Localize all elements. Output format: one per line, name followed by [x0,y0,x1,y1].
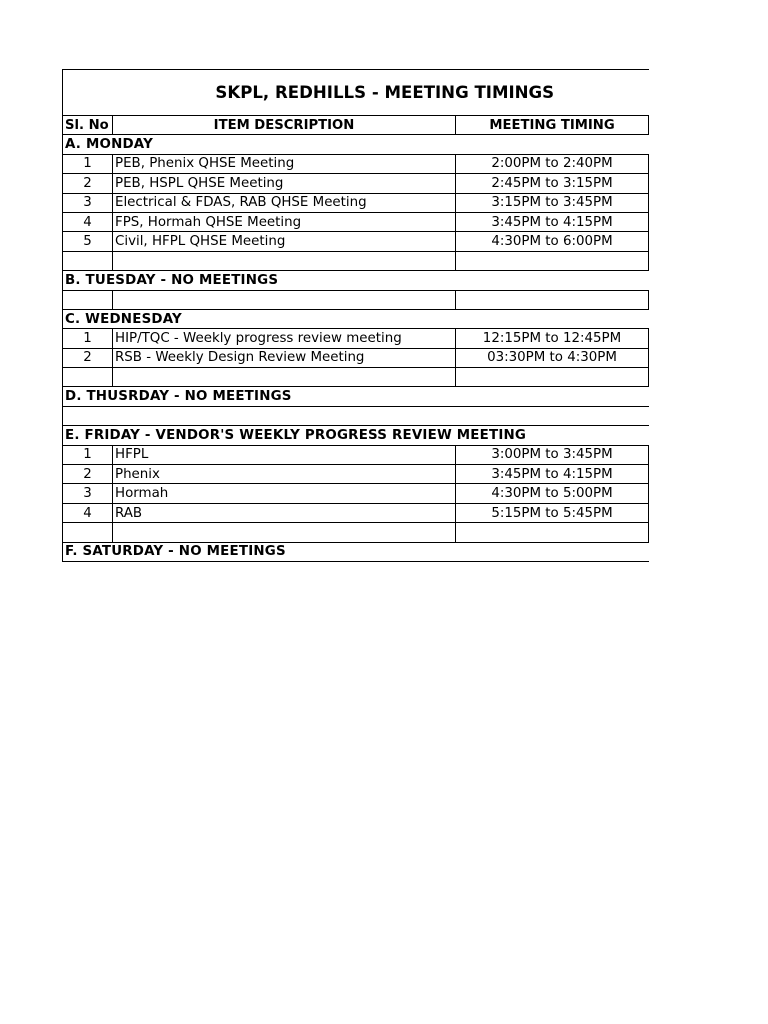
table-row [63,329,649,348]
header-sl-no: Sl. No [63,116,113,135]
row-description: Civil, HFPL QHSE Meeting [113,232,456,251]
row-sl-no: 1 [63,154,113,173]
empty-cell [456,251,649,270]
row-timing: 3:15PM to 3:45PM [456,193,649,212]
empty-row [63,251,649,270]
row-description: HIP/TQC - Weekly progress review meeting [113,329,456,348]
empty-cell [456,523,649,542]
empty-cell [63,406,649,425]
table-row [63,484,649,503]
row-description: HFPL [113,445,456,464]
empty-row [63,523,649,542]
table-row [63,212,649,231]
empty-cell [456,368,649,387]
header-meeting-timing: MEETING TIMING [456,116,649,135]
table-row [63,348,649,367]
section-label: A. MONDAY [63,135,649,154]
section-saturday [63,542,649,561]
section-monday [63,135,649,154]
section-tuesday [63,271,649,290]
title-row [63,70,649,116]
row-sl-no: 1 [63,329,113,348]
empty-cell [63,290,113,309]
page-title: SKPL, REDHILLS - MEETING TIMINGS [63,70,649,116]
table-row [63,193,649,212]
section-thursday [63,387,649,406]
table-row [63,232,649,251]
row-sl-no: 3 [63,193,113,212]
empty-cell [63,368,113,387]
empty-row [63,406,649,425]
empty-cell [113,290,456,309]
row-timing: 4:30PM to 6:00PM [456,232,649,251]
row-sl-no: 4 [63,503,113,522]
section-wednesday [63,309,649,328]
empty-row [63,290,649,309]
table-row [63,154,649,173]
row-description: Hormah [113,484,456,503]
row-description: RSB - Weekly Design Review Meeting [113,348,456,367]
empty-cell [63,251,113,270]
empty-row [63,368,649,387]
row-sl-no: 1 [63,445,113,464]
row-sl-no: 3 [63,484,113,503]
empty-cell [113,368,456,387]
meeting-timings-table [62,69,649,562]
section-friday [63,426,649,445]
row-description: PEB, HSPL QHSE Meeting [113,174,456,193]
empty-cell [113,523,456,542]
row-timing: 4:30PM to 5:00PM [456,484,649,503]
table-row [63,445,649,464]
header-row [63,116,649,135]
table-row [63,503,649,522]
meeting-timings-sheet [62,69,648,562]
row-description: RAB [113,503,456,522]
row-description: PEB, Phenix QHSE Meeting [113,154,456,173]
row-description: FPS, Hormah QHSE Meeting [113,212,456,231]
section-label: F. SATURDAY - NO MEETINGS [63,542,649,561]
row-timing: 2:00PM to 2:40PM [456,154,649,173]
row-timing: 5:15PM to 5:45PM [456,503,649,522]
row-timing: 3:45PM to 4:15PM [456,212,649,231]
row-sl-no: 2 [63,348,113,367]
empty-cell [456,290,649,309]
row-timing: 12:15PM to 12:45PM [456,329,649,348]
row-sl-no: 4 [63,212,113,231]
row-description: Phenix [113,465,456,484]
row-sl-no: 2 [63,465,113,484]
section-label: B. TUESDAY - NO MEETINGS [63,271,649,290]
empty-cell [63,523,113,542]
header-item-description: ITEM DESCRIPTION [113,116,456,135]
section-label: C. WEDNESDAY [63,309,649,328]
table-row [63,465,649,484]
table-row [63,174,649,193]
row-sl-no: 2 [63,174,113,193]
section-label: E. FRIDAY - VENDOR'S WEEKLY PROGRESS REVIEW MEETING [63,426,649,445]
row-timing: 2:45PM to 3:15PM [456,174,649,193]
row-timing: 03:30PM to 4:30PM [456,348,649,367]
row-description: Electrical & FDAS, RAB QHSE Meeting [113,193,456,212]
section-label: D. THUSRDAY - NO MEETINGS [63,387,649,406]
empty-cell [113,251,456,270]
row-sl-no: 5 [63,232,113,251]
row-timing: 3:00PM to 3:45PM [456,445,649,464]
row-timing: 3:45PM to 4:15PM [456,465,649,484]
